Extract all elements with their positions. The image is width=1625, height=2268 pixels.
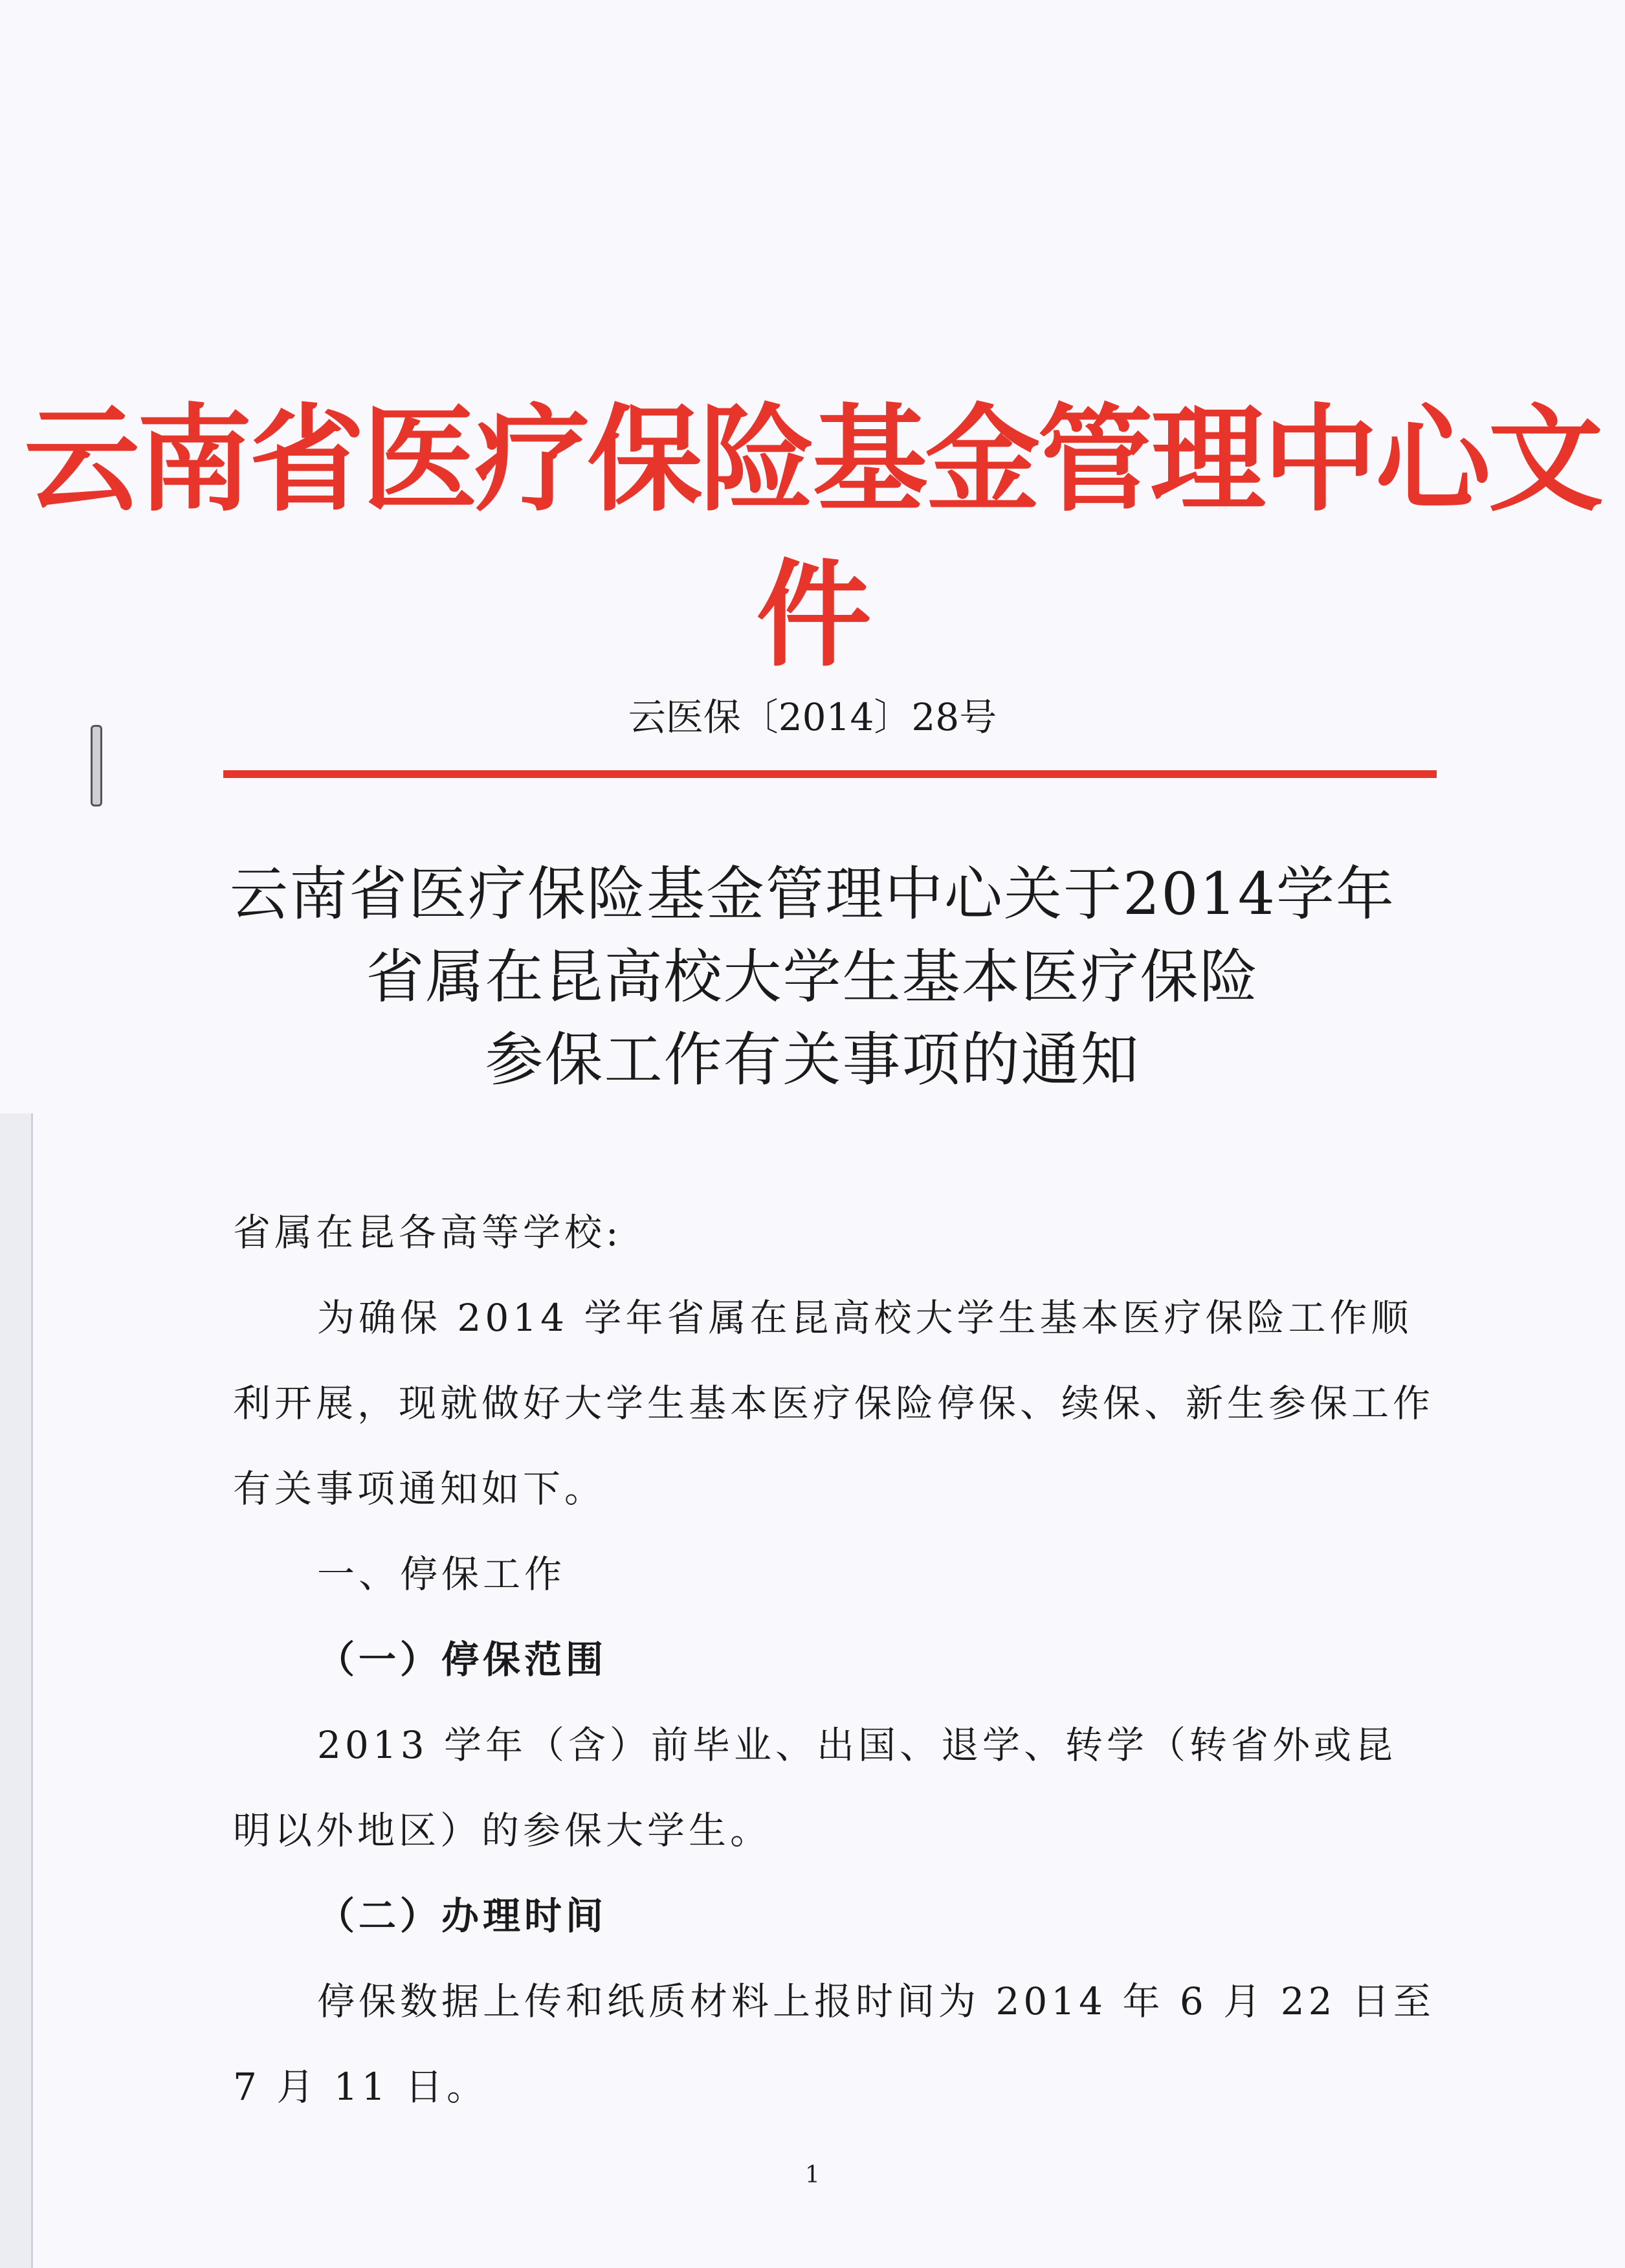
page-number: 1 (805, 2162, 820, 2188)
title-line-1: 云南省医疗保险基金管理中心关于2014学年 (229, 860, 1396, 928)
header-red-rule (223, 770, 1437, 778)
document-number: 云医保〔2014〕28号 (628, 695, 997, 739)
subsection-heading-2: （二）办理时间 (317, 1894, 608, 1938)
paragraph-intro: 为确保 2014 学年省属在昆高校大学生基本医疗保险工作顺利开展，现就做好大学生基本医疗保险停保、续保、新生参保工作有关事项通知如下。 (233, 1296, 1435, 1511)
section-heading-1: 一、停保工作 (317, 1552, 566, 1596)
subsection-heading-1: （一）停保范围 (317, 1638, 608, 1682)
title-line-3: 参保工作有关事项的通知 (485, 1026, 1140, 1094)
notice-body (233, 1190, 1437, 2129)
paper-fold-edge (0, 1113, 33, 2268)
paragraph-time: 停保数据上传和纸质材料上报时间为 2014 年 6 月 22 日至 7 月 11 日。 (233, 1979, 1435, 2109)
document-header-title: 云南省医疗保险基金管理中心文件 (24, 392, 1601, 682)
salutation: 省属在昆各高等学校: (233, 1210, 623, 1254)
title-line-2: 省属在昆高校大学生基本医疗保险 (366, 943, 1259, 1011)
notice-title (0, 853, 1625, 1102)
paragraph-scope: 2013 学年（含）前毕业、出国、退学、转学（转省外或昆明以外地区）的参保大学生。 (233, 1723, 1397, 1852)
